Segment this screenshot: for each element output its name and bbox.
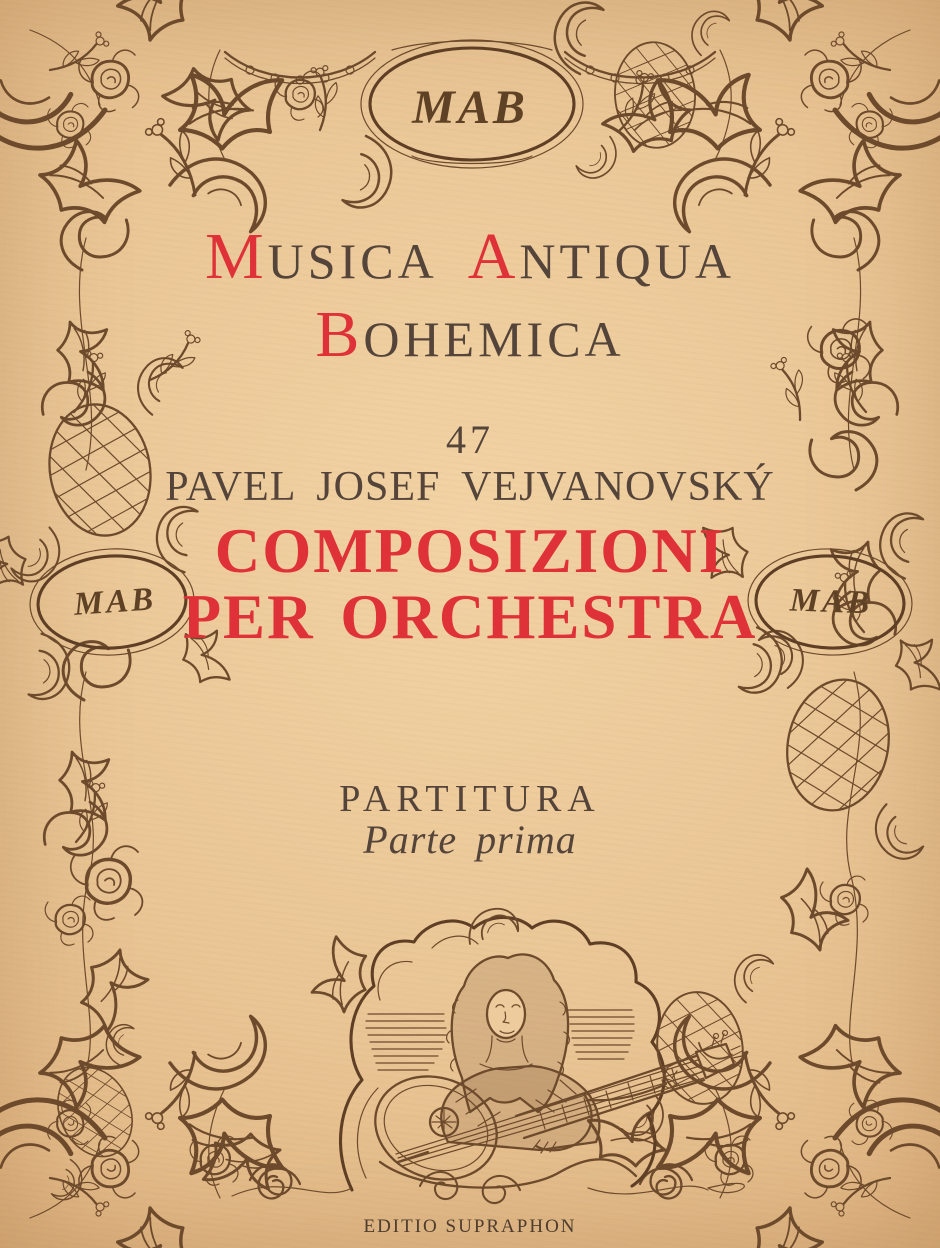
work-title-line1: COMPOSIZIONI — [214, 516, 726, 586]
monogram-right: MAB — [789, 582, 873, 622]
part-designation: Parte prima — [363, 817, 577, 862]
series-rest-ntiqua: NTIQUA — [519, 233, 736, 289]
monogram-top: MAB — [412, 81, 528, 134]
series-initial-a: A — [467, 220, 520, 293]
border-corner-bottom-right — [645, 999, 940, 1248]
border-corner-bottom-left — [0, 999, 295, 1248]
series-title-line1 — [0, 220, 940, 293]
series-title-line2 — [0, 298, 940, 371]
series-rest-ohemica: OHEMICA — [363, 311, 625, 367]
series-initial-m: M — [204, 220, 268, 293]
work-title-line2: PER ORCHESTRA — [182, 582, 758, 652]
monogram-left: MAB — [72, 581, 158, 623]
publisher-imprint: EDITIO SUPRAPHON — [363, 1216, 577, 1237]
score-type: PARTITURA — [339, 778, 601, 820]
series-word-musica — [204, 220, 438, 293]
series-rest-usica: USICA — [267, 233, 438, 289]
volume-number: 47 — [446, 417, 494, 462]
composer-name: PAVEL JOSEF VEJVANOVSKÝ — [165, 464, 775, 510]
series-initial-b: B — [315, 298, 364, 371]
series-word-bohemica — [315, 298, 625, 371]
series-word-antiqua — [467, 220, 736, 293]
